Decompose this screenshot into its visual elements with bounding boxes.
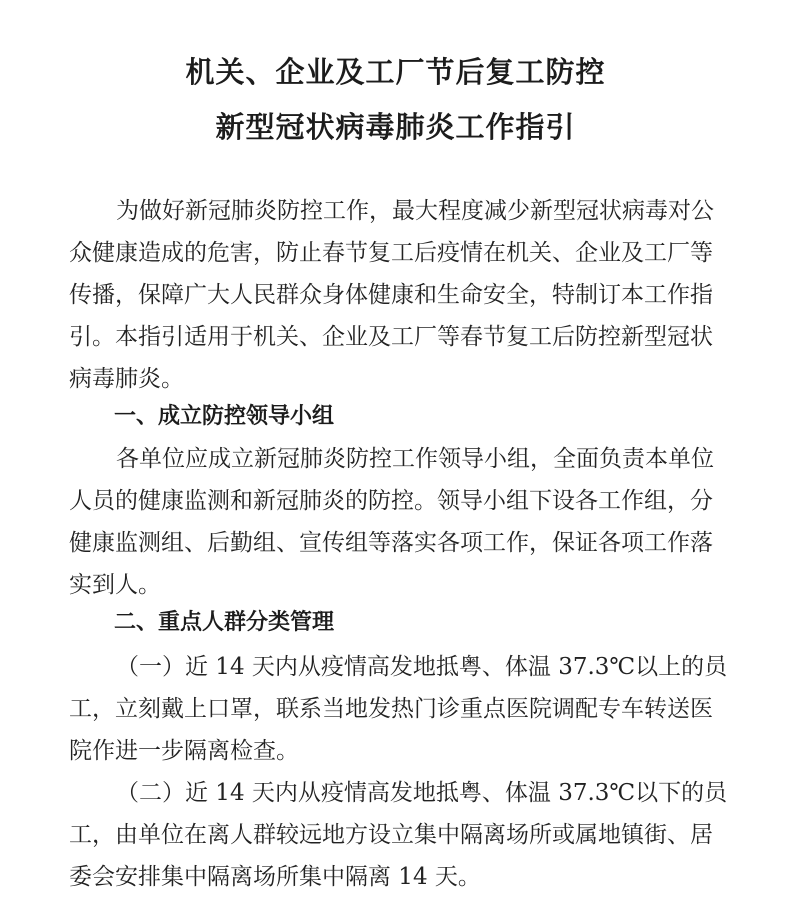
intro-line-4: 引。本指引适用于机关、企业及工厂等春节复工后防控新型冠状 [69, 324, 713, 350]
item-1-line-3: 院作进一步隔离检查。 [69, 738, 299, 764]
intro-line-3: 传播，保障广大人民群众身体健康和生命安全，特制订本工作指 [69, 282, 713, 308]
item-2-line-2: 工，由单位在离人群较远地方设立集中隔离场所或属地镇街、居 [69, 822, 713, 848]
section-1-heading: 一、成立防控领导小组 [114, 404, 335, 429]
item-1-line-2: 工，立刻戴上口罩，联系当地发热门诊重点医院调配专车转送医 [69, 696, 713, 722]
section-1-line-4: 实到人。 [69, 572, 161, 598]
section-1-line-3: 健康监测组、后勤组、宣传组等落实各项工作，保证各项工作落 [69, 530, 713, 556]
item-2-line-3: 委会安排集中隔离场所集中隔离 14 天。 [69, 864, 481, 890]
section-1-line-1: 各单位应成立新冠肺炎防控工作领导小组，全面负责本单位 [116, 446, 714, 472]
section-1-line-2: 人员的健康监测和新冠肺炎的防控。领导小组下设各工作组，分 [69, 488, 713, 514]
item-1-line-1: （一）近 14 天内从疫情高发地抵粤、体温 37.3℃以上的员 [116, 654, 728, 680]
intro-line-2: 众健康造成的危害，防止春节复工后疫情在机关、企业及工厂等 [69, 240, 713, 266]
document-title-line-2: 新型冠状病毒肺炎工作指引 [215, 110, 576, 144]
section-2-heading: 二、重点人群分类管理 [114, 610, 335, 635]
item-2-line-1: （二）近 14 天内从疫情高发地抵粤、体温 37.3℃以下的员 [116, 780, 728, 806]
document-title-line-1: 机关、企业及工厂节后复工防控 [185, 55, 606, 89]
intro-line-5: 病毒肺炎。 [69, 366, 184, 392]
intro-line-1: 为做好新冠肺炎防控工作，最大程度减少新型冠状病毒对公 [116, 198, 714, 224]
